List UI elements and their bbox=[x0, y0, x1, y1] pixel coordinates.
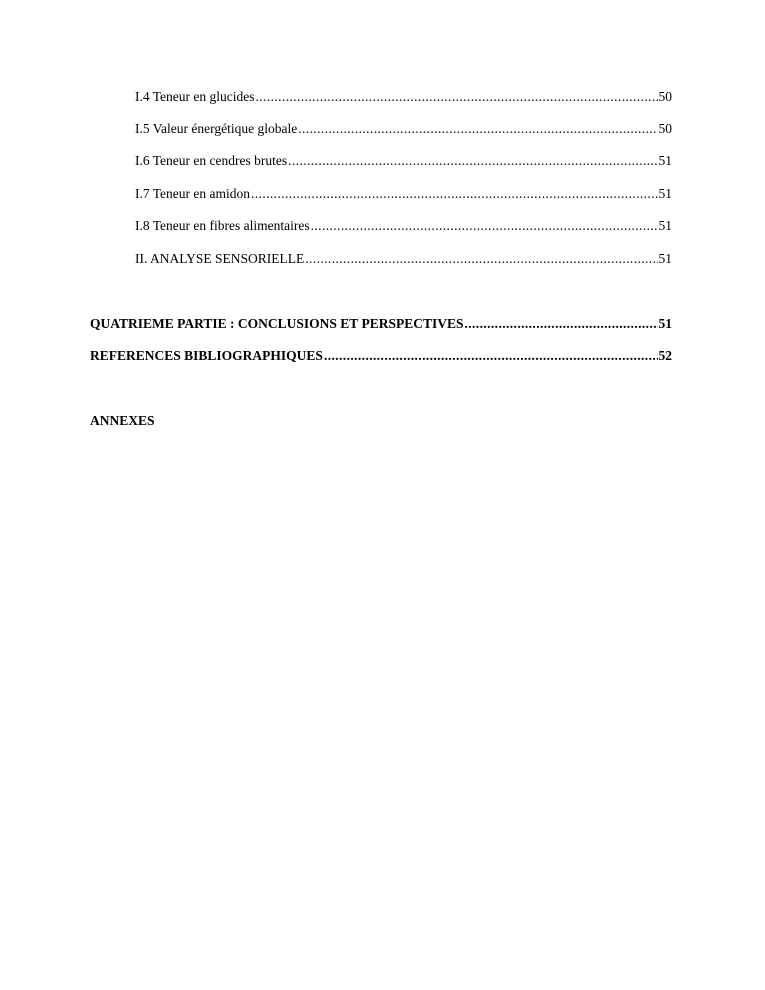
dot-leader bbox=[324, 347, 658, 365]
toc-entry-title: I.7 Teneur en amidon bbox=[135, 186, 251, 201]
dot-leader bbox=[251, 185, 657, 203]
toc-entry-page: 50 bbox=[658, 121, 672, 136]
toc-entry-fibres bbox=[135, 217, 672, 235]
toc-entry-page: 51 bbox=[658, 186, 672, 201]
dot-leader bbox=[464, 315, 657, 333]
toc-entry-title: I.8 Teneur en fibres alimentaires bbox=[135, 218, 310, 233]
toc-entry-page: 50 bbox=[658, 89, 672, 104]
toc-entry-amidon bbox=[135, 185, 672, 203]
toc-entry-title: REFERENCES BIBLIOGRAPHIQUES bbox=[90, 348, 323, 363]
toc-entry-page: 51 bbox=[658, 153, 672, 168]
toc-entry-title: I.6 Teneur en cendres brutes bbox=[135, 153, 288, 168]
toc-entry-page: 51 bbox=[658, 251, 672, 266]
dot-leader bbox=[311, 217, 658, 235]
toc-entry-references bbox=[90, 347, 672, 365]
dot-leader bbox=[288, 152, 657, 170]
toc-entry-cendres bbox=[135, 152, 672, 170]
toc-entry-analyse-sensorielle bbox=[135, 250, 672, 268]
toc-entry-title: II. ANALYSE SENSORIELLE bbox=[135, 251, 305, 266]
toc-entry-page: 51 bbox=[658, 316, 672, 331]
toc-entry-page: 51 bbox=[658, 218, 672, 233]
toc-entry-title: I.5 Valeur énergétique globale bbox=[135, 121, 298, 136]
toc-entry-quatrieme-partie bbox=[90, 315, 672, 333]
toc-entry-valeur-energetique bbox=[135, 120, 672, 138]
toc-entry-page: 52 bbox=[658, 348, 672, 363]
toc-entry-title: QUATRIEME PARTIE : CONCLUSIONS ET PERSPECTIVES bbox=[90, 316, 464, 331]
toc-entry-title: I.4 Teneur en glucides bbox=[135, 89, 255, 104]
toc-entry-annexes: ANNEXES bbox=[90, 413, 155, 428]
toc-entry-glucides bbox=[135, 88, 672, 106]
dot-leader bbox=[298, 120, 657, 138]
dot-leader bbox=[256, 88, 658, 106]
dot-leader bbox=[305, 250, 657, 268]
